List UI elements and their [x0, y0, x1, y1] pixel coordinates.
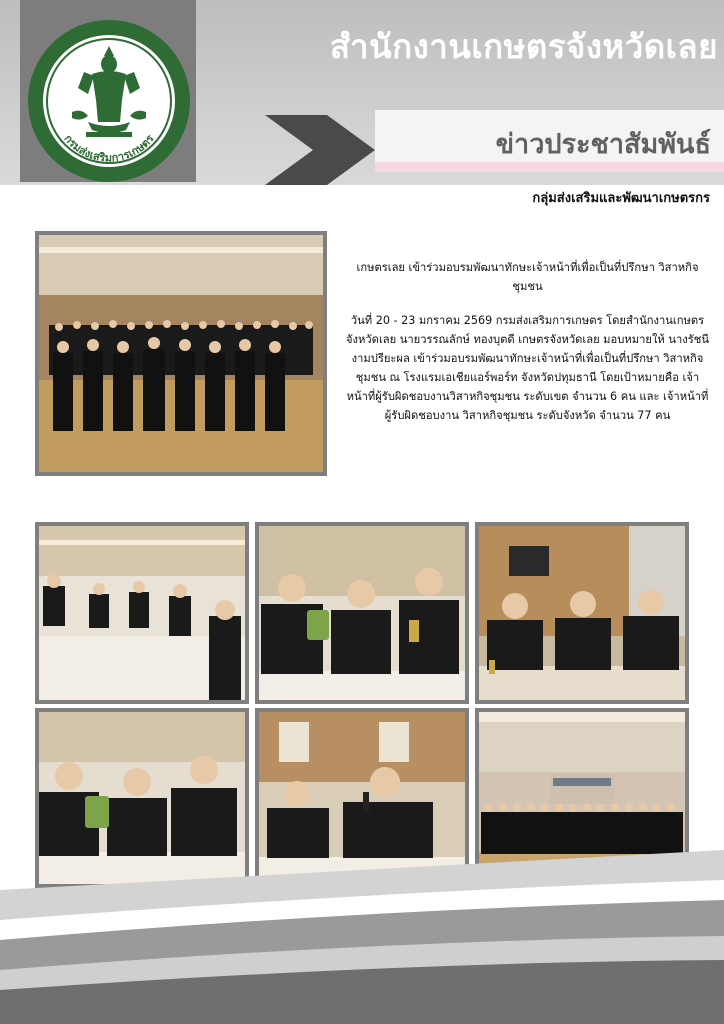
article-headline: เกษตรเลย เข้าร่วมอบรมพัฒนาทักษะเจ้าหน้าที่เพื่อเป็นที่ปรึกษา วิสาหกิจชุมชน: [356, 261, 699, 293]
group-photo-main: [35, 231, 327, 476]
participants-holding-product: [255, 522, 469, 704]
article-body: วันที่ 20 - 23 มกราคม 2569 กรมส่งเสริมการเกษตร โดยสำนักงานเกษตรจังหวัดเลย นายวรรณลักษ์ ทองบุตดี เกษตรจังหวัดเลย มอบหมายให้ นางรัชนี งามปรียะผล เข้าร่วมอบรมพัฒนาทักษะเจ้าหน้าที่เพื่อเป็นที่ปรึกษา วิสาหกิจชุมชน ณ โรงแรมเอเชียแอร์พอร์ท จังหวัดปทุมธานี โดยเป้าหมายคือ เจ้าหน้าที่ผู้รับผิดชอบงานวิสาหกิจชุมชน ระดับเขต จำนวน 6 คน และ เจ้าหน้าที่ผู้รับผิดชอบงาน วิสาหกิจชุมชน ระดับจังหวัด จำนวน 77 คน: [346, 314, 709, 422]
office-title: สำนักงานเกษตรจังหวัดเลย: [329, 27, 718, 66]
division-subheading: กลุ่มส่งเสริมและพัฒนาเกษตรกร: [532, 191, 710, 206]
decorative-footer-waves: [0, 850, 724, 1024]
three-officers-seated: [475, 522, 689, 704]
logo-arc-text: กรมส่งเสริมการเกษตร: [61, 132, 157, 165]
article: [345, 258, 710, 440]
section-label: ข่าวประชาสัมพันธ์: [495, 129, 711, 160]
chevron-arrow-icon: [265, 115, 375, 185]
department-logo-seal: [28, 20, 190, 182]
training-room-participants: [35, 522, 249, 704]
